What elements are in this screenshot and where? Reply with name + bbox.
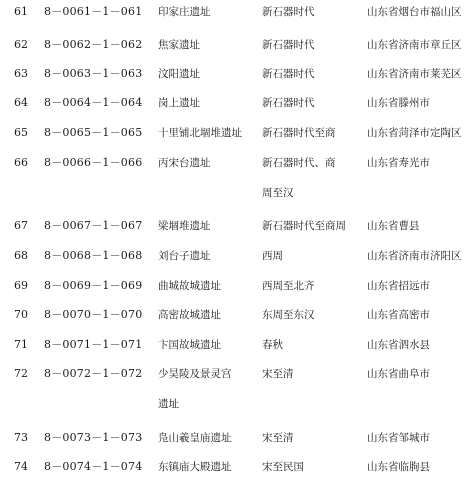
site-location: 山东省高密市 <box>367 309 430 321</box>
site-code: 8－0066－1－066 <box>44 156 143 169</box>
row-number: 62 <box>14 38 28 51</box>
site-location: 山东省济南市莱芜区 <box>367 68 462 80</box>
site-era: 新石器时代 <box>262 97 315 109</box>
site-location: 山东省曲阜市 <box>367 368 430 380</box>
site-name: 汶阳遗址 <box>158 68 200 80</box>
site-code: 8－0065－1－065 <box>44 126 143 139</box>
site-name: 少昊陵及景灵宫 <box>158 368 232 380</box>
table-row <box>0 428 474 448</box>
row-number: 72 <box>14 367 28 380</box>
site-name: 丙宋台遗址 <box>158 157 211 169</box>
row-number: 65 <box>14 126 28 139</box>
table-row-continuation <box>0 394 474 414</box>
table-row <box>0 35 474 55</box>
site-name: 十里铺北堌堆遗址 <box>158 127 242 139</box>
site-name: 印家庄遗址 <box>158 6 211 18</box>
site-code: 8－0062－1－062 <box>44 38 143 51</box>
site-location: 山东省曹县 <box>367 220 420 232</box>
table-row <box>0 335 474 355</box>
row-number: 69 <box>14 279 28 292</box>
site-name: 东镇庙大殿遗址 <box>158 461 232 473</box>
row-number: 68 <box>14 249 28 262</box>
site-location: 山东省济南市章丘区 <box>367 39 462 51</box>
site-location: 山东省临朐县 <box>367 461 430 473</box>
site-code: 8－0074－1－074 <box>44 460 143 473</box>
site-name: 卞国故城遗址 <box>158 339 221 351</box>
site-code: 8－0063－1－063 <box>44 67 143 80</box>
site-era: 新石器时代 <box>262 6 315 18</box>
site-location: 山东省招远市 <box>367 280 430 292</box>
site-code: 8－0067－1－067 <box>44 219 143 232</box>
site-code: 8－0061－1－061 <box>44 5 143 18</box>
row-number: 70 <box>14 308 28 321</box>
site-code: 8－0070－1－070 <box>44 308 143 321</box>
site-code: 8－0068－1－068 <box>44 249 143 262</box>
site-era: 宋至清 <box>262 432 294 444</box>
site-location: 山东省寿光市 <box>367 157 430 169</box>
site-code: 8－0069－1－069 <box>44 279 143 292</box>
table-row <box>0 2 474 22</box>
row-number: 66 <box>14 156 28 169</box>
site-era: 西周至北齐 <box>262 280 315 292</box>
site-location: 山东省泗水县 <box>367 339 430 351</box>
site-name: 凫山羲皇庙遗址 <box>158 432 232 444</box>
table-row <box>0 93 474 113</box>
site-code: 8－0064－1－064 <box>44 96 143 109</box>
site-era: 新石器时代至商周 <box>262 220 346 232</box>
table-row <box>0 216 474 236</box>
site-era: 新石器时代至商 <box>262 127 336 139</box>
site-era: 新石器时代 <box>262 39 315 51</box>
row-number: 64 <box>14 96 28 109</box>
row-number: 61 <box>14 5 28 18</box>
site-location: 山东省济南市济阳区 <box>367 250 462 262</box>
row-number: 74 <box>14 460 28 473</box>
row-number: 71 <box>14 338 28 351</box>
table-row-continuation <box>0 183 474 203</box>
site-name: 曲城故城遗址 <box>158 280 221 292</box>
site-era: 东周至东汉 <box>262 309 315 321</box>
table-row <box>0 364 474 384</box>
site-location: 山东省邹城市 <box>367 432 430 444</box>
site-location: 山东省菏泽市定陶区 <box>367 127 462 139</box>
row-number: 73 <box>14 431 28 444</box>
table-row <box>0 246 474 266</box>
site-name: 岗上遗址 <box>158 97 200 109</box>
site-code: 8－0073－1－073 <box>44 431 143 444</box>
site-era-continued: 周至汉 <box>262 187 294 199</box>
site-era: 春秋 <box>262 339 283 351</box>
table-row <box>0 153 474 173</box>
table-row <box>0 276 474 296</box>
site-name: 刘台子遗址 <box>158 250 211 262</box>
site-era: 西周 <box>262 250 283 262</box>
table-row <box>0 64 474 84</box>
site-name: 高密故城遗址 <box>158 309 221 321</box>
site-era: 新石器时代 <box>262 68 315 80</box>
site-location: 山东省烟台市福山区 <box>367 6 462 18</box>
site-era: 宋至清 <box>262 368 294 380</box>
site-code: 8－0072－1－072 <box>44 367 143 380</box>
row-number: 63 <box>14 67 28 80</box>
site-code: 8－0071－1－071 <box>44 338 143 351</box>
table-row <box>0 457 474 477</box>
table-row <box>0 123 474 143</box>
site-location: 山东省滕州市 <box>367 97 430 109</box>
row-number: 67 <box>14 219 28 232</box>
site-name: 焦家遗址 <box>158 39 200 51</box>
site-era: 新石器时代、商 <box>262 157 336 169</box>
site-name: 梁堌堆遗址 <box>158 220 211 232</box>
table-row <box>0 305 474 325</box>
site-era: 宋至民国 <box>262 461 304 473</box>
site-name-continued: 遗址 <box>158 398 179 410</box>
